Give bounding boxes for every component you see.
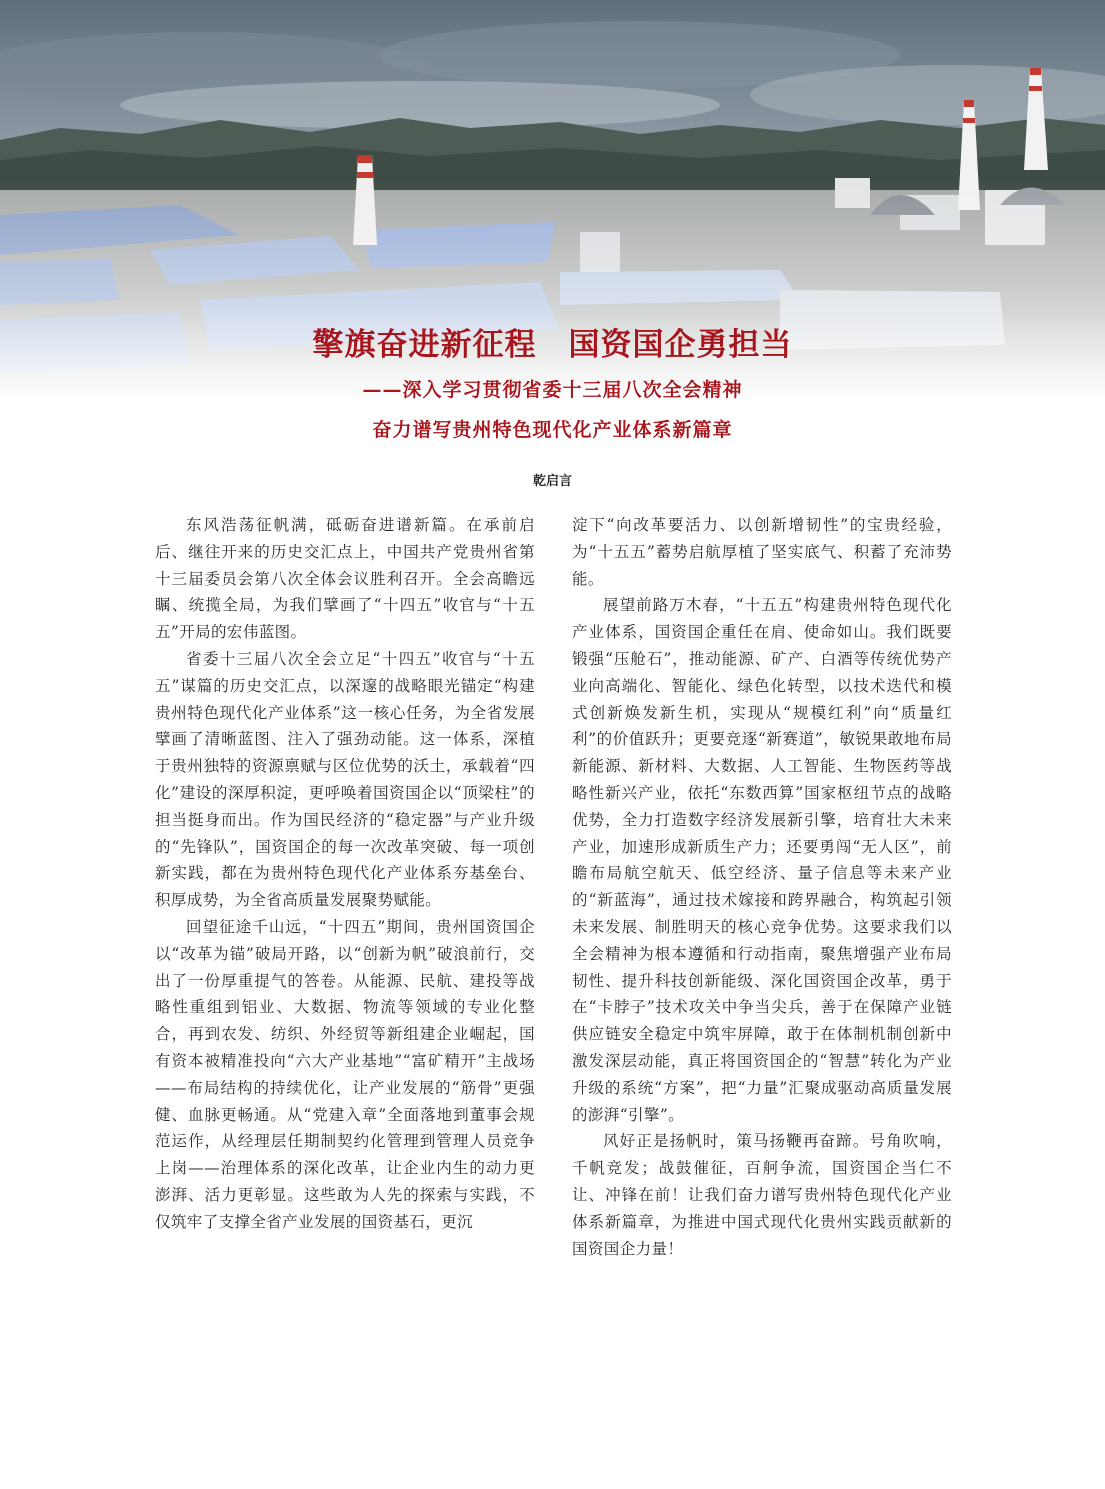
article-title: 擎旗奋进新征程 国资国企勇担当 bbox=[312, 327, 793, 363]
article-subtitle-1: ——深入学习贯彻省委十三届八次全会精神 bbox=[362, 379, 743, 401]
article-subtitle-2: 奋力谱写贵州特色现代化产业体系新篇章 bbox=[372, 419, 733, 441]
body-column-right bbox=[572, 512, 952, 1262]
paragraph: 回望征途千山远，“十四五”期间，贵州国资国企以“改革为锚”破局开路，以“创新为帆”破浪前行，交出了一份厚重提气的答卷。从能源、民航、建投等战略性重组到铝业、大数据、物流等领域的专业化整合，再到农发、纺织、外经贸等新组建企业崛起，国有资本被精准投向“六大产业基地”“富矿精开”主战场——布局结构的持续优化，让产业发展的“筋骨”更强健、血脉更畅通。从“党建入章”全面落地到董事会规范运作，从经理层任期制契约化管理到管理人员竞争上岗——治理体系的深化改革，让企业内生的动力更澎湃、活力更彰显。这些敢为人先的探索与实践，不仅筑牢了支撑全省产业发展的国资基石，更沉 bbox=[155, 917, 535, 1231]
paragraph: 省委十三届八次全会立足“十四五”收官与“十五五”谋篇的历史交汇点，以深邃的战略眼光锚定“构建贵州特色现代化产业体系”这一核心任务，为全省发展擘画了清晰蓝图、注入了强劲动能。这一体系，深植于贵州独特的资源禀赋与区位优势的沃土，承载着“四化”建设的深厚积淀，更呼唤着国资国企以“顶梁柱”的担当挺身而出。作为国民经济的“稳定器”与产业升级的“先锋队”，国资国企的每一次改革突破、每一项创新实践，都在为贵州特色现代化产业体系夯基垒台、积厚成势，为全省高质量发展聚势赋能。 bbox=[155, 649, 535, 910]
article-author: 乾启言 bbox=[532, 474, 572, 489]
paragraph: 风好正是扬帆时，策马扬鞭再奋蹄。号角吹响，千帆竞发；战鼓催征，百舸争流，国资国企当仁不让、冲锋在前！让我们奋力谱写贵州特色现代化产业体系新篇章，为推进中国式现代化贵州实践贡献新的国资国企力量！ bbox=[572, 1132, 952, 1258]
paragraph-continued: 淀下“向改革要活力、以创新增韧性”的宝贵经验，为“十五五”蓄势启航厚植了坚实底气、积蓄了充沛势能。 bbox=[572, 516, 952, 588]
title-block bbox=[0, 322, 1105, 450]
paragraph: 东风浩荡征帆满，砥砺奋进谱新篇。在承前启后、继往开来的历史交汇点上，中国共产党贵州省第十三届委员会第八次全体会议胜利召开。全会高瞻远瞩、统揽全局，为我们擘画了“十四五”收官与“十五五”开局的宏伟蓝图。 bbox=[155, 516, 535, 642]
paragraph: 展望前路万木春，“十五五”构建贵州特色现代化产业体系，国资国企重任在肩、使命如山。我们既要锻强“压舱石”，推动能源、矿产、白酒等传统优势产业向高端化、智能化、绿色化转型，以技术迭代和模式创新焕发新生机，实现从“规模红利”向“质量红利”的价值跃升；更要竞逐“新赛道”，敏锐果敢地布局新能源、新材料、大数据、人工智能、生物医药等战略性新兴产业，依托“东数西算”国家枢纽节点的战略优势，全力打造数字经济发展新引擎，培育壮大未来产业，加速形成新质生产力；还要勇闯“无人区”，前瞻布局航空航天、低空经济、量子信息等未来产业的“新蓝海”，通过技术嫁接和跨界融合，构筑起引领未来发展、制胜明天的核心竞争优势。这要求我们以全会精神为根本遵循和行动指南，聚焦增强产业布局韧性、提升科技创新能级、深化国资国企改革，勇于在“卡脖子”技术攻关中争当尖兵，善于在保障产业链供应链安全稳定中筑牢屏障，敢于在体制机制创新中激发深层动能，真正将国资国企的“智慧”转化为产业升级的系统“方案”，把“力量”汇聚成驱动高质量发展的澎湃“引擎”。 bbox=[572, 596, 952, 1124]
body-column-left bbox=[155, 512, 535, 1236]
